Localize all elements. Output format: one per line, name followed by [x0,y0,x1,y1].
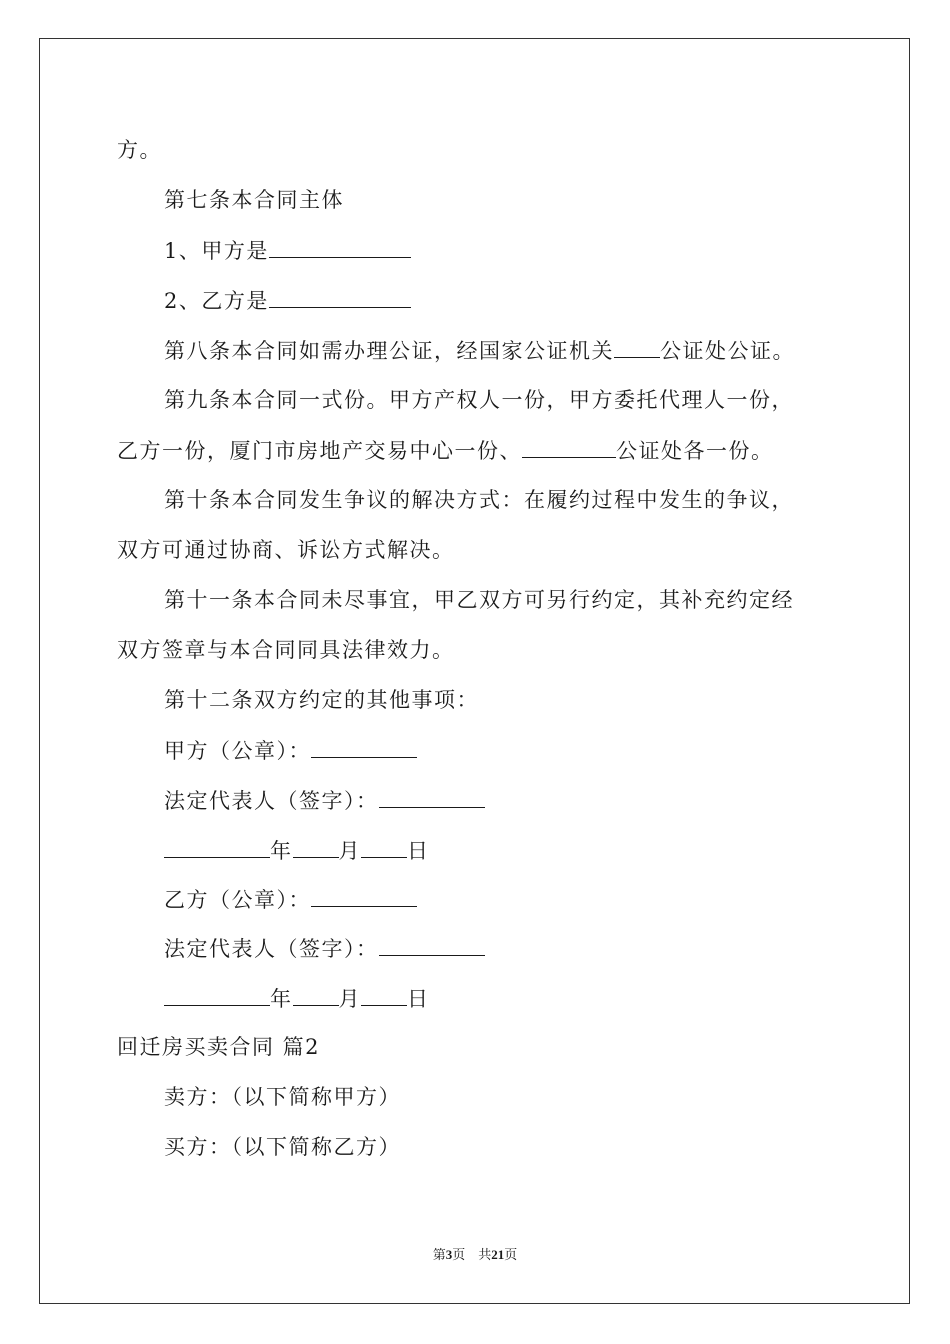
year-blank [164,983,270,1006]
party-b-seal-line [164,884,417,915]
party-a-blank [269,235,411,258]
party-b-rep-label: 法定代表人（签字）： [164,937,379,961]
party-a-rep-blank [379,785,485,808]
article-9-text-b: 公证处各一份。 [616,439,774,463]
article-10-continued: 双方可通过协商、诉讼方式解决。 [117,538,455,562]
footer-suffix: 页 [504,1248,518,1263]
page-border [39,38,910,1304]
month-blank [293,983,339,1006]
article-11-line: 第十一条本合同未尽事宜，甲乙双方可另行约定，其补充约定经 [164,588,794,612]
article-9-continued [117,435,774,466]
party-a-rep-label: 法定代表人（签字）： [164,789,379,813]
article-11-continued: 双方签章与本合同同具法律效力。 [117,638,455,662]
article-8-text-b: 公证处公证。 [660,339,795,363]
party-b-date-line [164,983,430,1014]
party-b-seal-blank [311,884,417,907]
party-a-label: 1、甲方是 [164,239,269,263]
party-b-rep-blank [379,933,485,956]
article-8-line [164,335,795,366]
party-a-date-line [164,835,430,866]
notary-office-blank [522,435,616,458]
footer-mid: 页 共 [452,1248,492,1263]
day-blank [361,983,407,1006]
month-label: 月 [338,987,361,1011]
month-label: 月 [338,839,361,863]
footer-prefix: 第 [432,1248,446,1263]
month-blank [293,835,339,858]
party-b-seal-label: 乙方（公章）： [164,888,311,912]
day-blank [361,835,407,858]
page-footer [0,1244,950,1263]
year-label: 年 [270,839,293,863]
party-b-rep-line [164,933,485,964]
article-7-heading: 第七条本合同主体 [164,188,344,212]
notary-blank [614,335,660,358]
text-line: 方。 [117,138,162,162]
article-10-line: 第十条本合同发生争议的解决方式：在履约过程中发生的争议， [164,488,794,512]
article-8-text-a: 第八条本合同如需办理公证，经国家公证机关 [164,339,614,363]
seller-line: 卖方：（以下简称甲方） [164,1085,401,1109]
day-label: 日 [407,987,430,1011]
year-label: 年 [270,987,293,1011]
buyer-line: 买方：（以下简称乙方） [164,1135,401,1159]
article-12-heading: 第十二条双方约定的其他事项： [164,688,479,712]
party-a-line [164,235,411,266]
party-a-seal-line [164,735,417,766]
party-b-blank [269,285,411,308]
party-b-label: 2、乙方是 [164,289,269,313]
party-a-seal-label: 甲方（公章）： [164,739,311,763]
footer-page-number: 3 [445,1247,453,1262]
article-9-line: 第九条本合同一式份。甲方产权人一份，甲方委托代理人一份， [164,388,794,412]
section-title: 回迁房买卖合同 篇2 [117,1035,321,1059]
year-blank [164,835,270,858]
day-label: 日 [407,839,430,863]
article-9-text-a: 乙方一份，厦门市房地产交易中心一份、 [117,439,522,463]
footer-total-pages: 21 [491,1247,505,1262]
party-b-line [164,285,411,316]
party-a-rep-line [164,785,485,816]
party-a-seal-blank [311,735,417,758]
